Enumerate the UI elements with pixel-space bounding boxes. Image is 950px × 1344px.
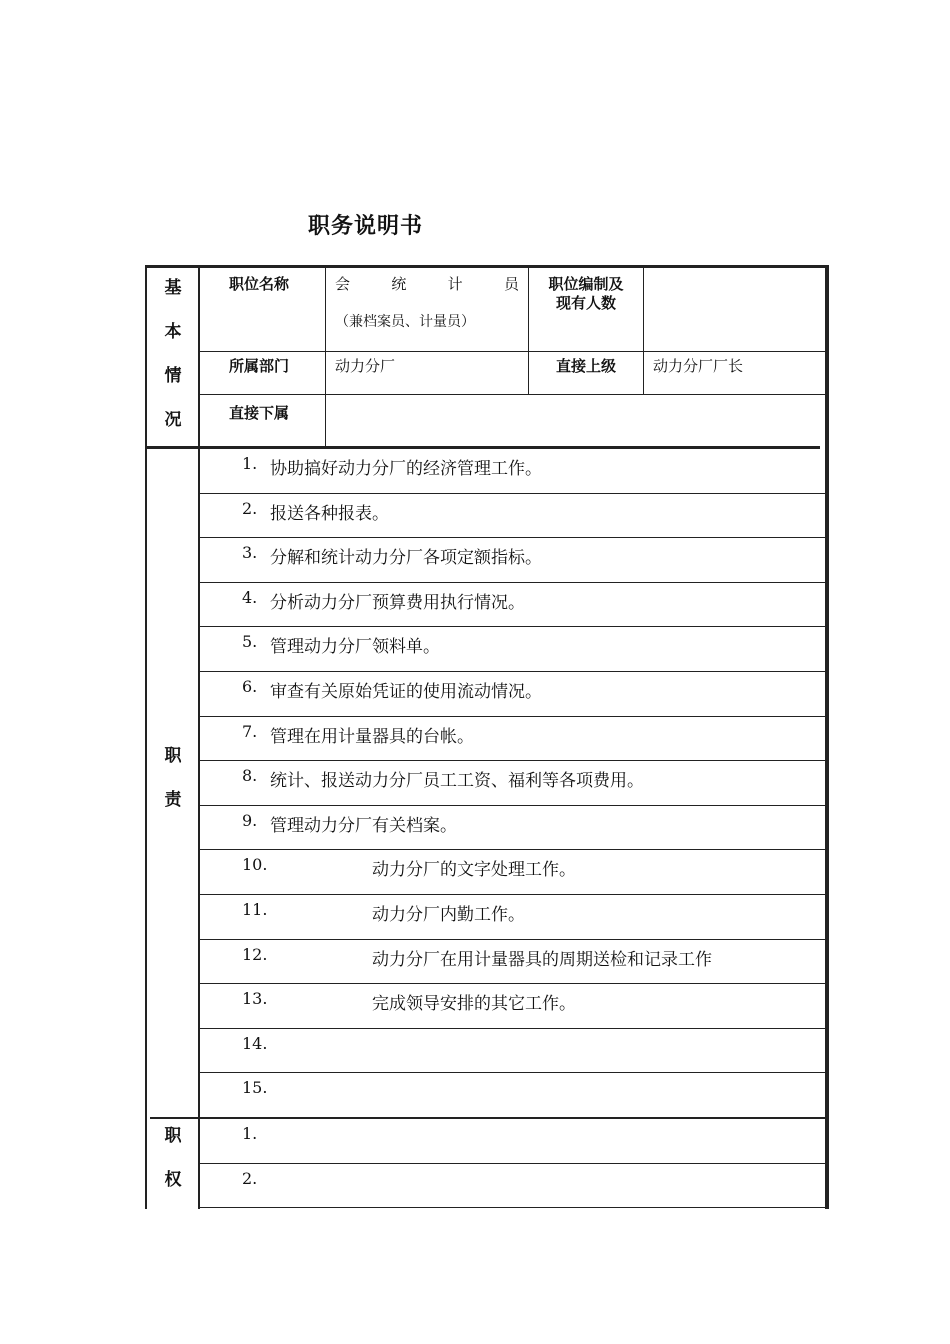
list-item-text: 审查有关原始凭证的使用流动情况。 xyxy=(270,682,542,702)
list-item-number: 7. xyxy=(242,721,258,741)
row-divider xyxy=(198,1072,826,1073)
row-divider xyxy=(198,582,826,583)
department-value: 动力分厂 xyxy=(335,357,396,375)
authority-section-char: 权 xyxy=(164,1170,182,1190)
duties-section-char: 职 xyxy=(164,746,182,766)
position-name-char: 员 xyxy=(503,275,519,293)
row-divider xyxy=(198,983,826,984)
basic-section-bottom xyxy=(145,446,820,449)
list-item-text: 动力分厂内勤工作。 xyxy=(372,905,525,925)
row-divider xyxy=(198,939,826,940)
list-item-text: 完成领导安排的其它工作。 xyxy=(372,994,576,1015)
list-item-number: 4. xyxy=(242,587,258,607)
table-border-top xyxy=(145,265,829,268)
row-divider xyxy=(198,626,826,627)
row-divider xyxy=(198,537,826,538)
supervisor-label: 直接上级 xyxy=(555,357,616,375)
position-name-value xyxy=(335,273,519,294)
list-item-number: 2. xyxy=(242,498,258,518)
position-name-note: （兼档案员、计量员） xyxy=(335,314,475,330)
basic-col-divider-1 xyxy=(325,265,326,394)
duties-section-char: 责 xyxy=(164,790,182,810)
list-item-number: 15. xyxy=(242,1078,268,1098)
basic-col-divider-1b xyxy=(325,394,326,446)
row-divider xyxy=(198,894,826,895)
supervisor-value: 动力分厂厂长 xyxy=(653,357,744,375)
list-item-text: 报送各种报表。 xyxy=(270,503,389,524)
list-item-text: 动力分厂在用计量器具的周期送检和记录工作 xyxy=(372,949,712,970)
list-item-number: 9. xyxy=(242,810,258,830)
row-divider xyxy=(198,1028,826,1029)
position-name-char: 会 xyxy=(335,275,351,293)
subordinate-label: 直接下属 xyxy=(229,404,290,422)
list-item-text: 管理动力分厂有关档案。 xyxy=(270,815,457,836)
row-divider xyxy=(198,716,826,717)
row-divider xyxy=(198,805,826,806)
duties-section-bottom xyxy=(150,1117,826,1119)
list-item-text: 分析动力分厂预算费用执行情况。 xyxy=(270,592,525,613)
position-name-char: 统 xyxy=(391,275,407,293)
list-item-text: 分解和统计动力分厂各项定额指标。 xyxy=(270,548,542,569)
list-item-number: 13. xyxy=(242,989,268,1009)
job-description-table xyxy=(145,265,829,1209)
list-item-number: 14. xyxy=(242,1033,268,1053)
basic-section-char: 本 xyxy=(164,322,182,342)
list-item-number: 6. xyxy=(242,677,258,696)
list-item-number: 10. xyxy=(242,855,268,875)
position-name-label: 职位名称 xyxy=(229,275,290,293)
list-item-text: 动力分厂的文字处理工作。 xyxy=(372,860,576,881)
table-border-right xyxy=(825,265,829,1209)
row-divider xyxy=(198,671,826,672)
list-item-number: 2. xyxy=(242,1168,258,1188)
list-item-number: 11. xyxy=(242,900,268,919)
authority-section-char: 职 xyxy=(164,1126,182,1146)
row-divider xyxy=(198,849,826,850)
list-item-text: 管理在用计量器具的台帐。 xyxy=(270,726,474,747)
headcount-label-line1: 职位编制及 xyxy=(548,275,624,293)
basic-section-char: 基 xyxy=(164,278,182,298)
department-label: 所属部门 xyxy=(229,357,290,375)
basic-row-divider-1 xyxy=(198,351,826,352)
basic-section-char: 情 xyxy=(164,366,182,386)
headcount-label-line2: 现有人数 xyxy=(555,294,616,312)
list-item-number: 1. xyxy=(242,1124,258,1143)
basic-row-divider-2 xyxy=(198,394,826,395)
position-name-char: 计 xyxy=(447,275,463,293)
row-divider xyxy=(198,760,826,761)
list-item-text: 管理动力分厂领料单。 xyxy=(270,637,440,658)
list-item-number: 8. xyxy=(242,766,258,786)
list-item-number: 5. xyxy=(242,632,258,652)
list-item-text: 协助搞好动力分厂的经济管理工作。 xyxy=(270,459,542,479)
row-divider xyxy=(198,1207,826,1208)
basic-section-char: 况 xyxy=(164,410,182,430)
row-divider xyxy=(198,493,826,494)
row-divider xyxy=(198,1163,826,1164)
list-item-number: 12. xyxy=(242,944,268,964)
list-item-number: 1. xyxy=(242,454,258,473)
document-title: 职务说明书 xyxy=(308,214,424,239)
list-item-number: 3. xyxy=(242,543,258,563)
list-item-text: 统计、报送动力分厂员工工资、福利等各项费用。 xyxy=(270,771,644,792)
